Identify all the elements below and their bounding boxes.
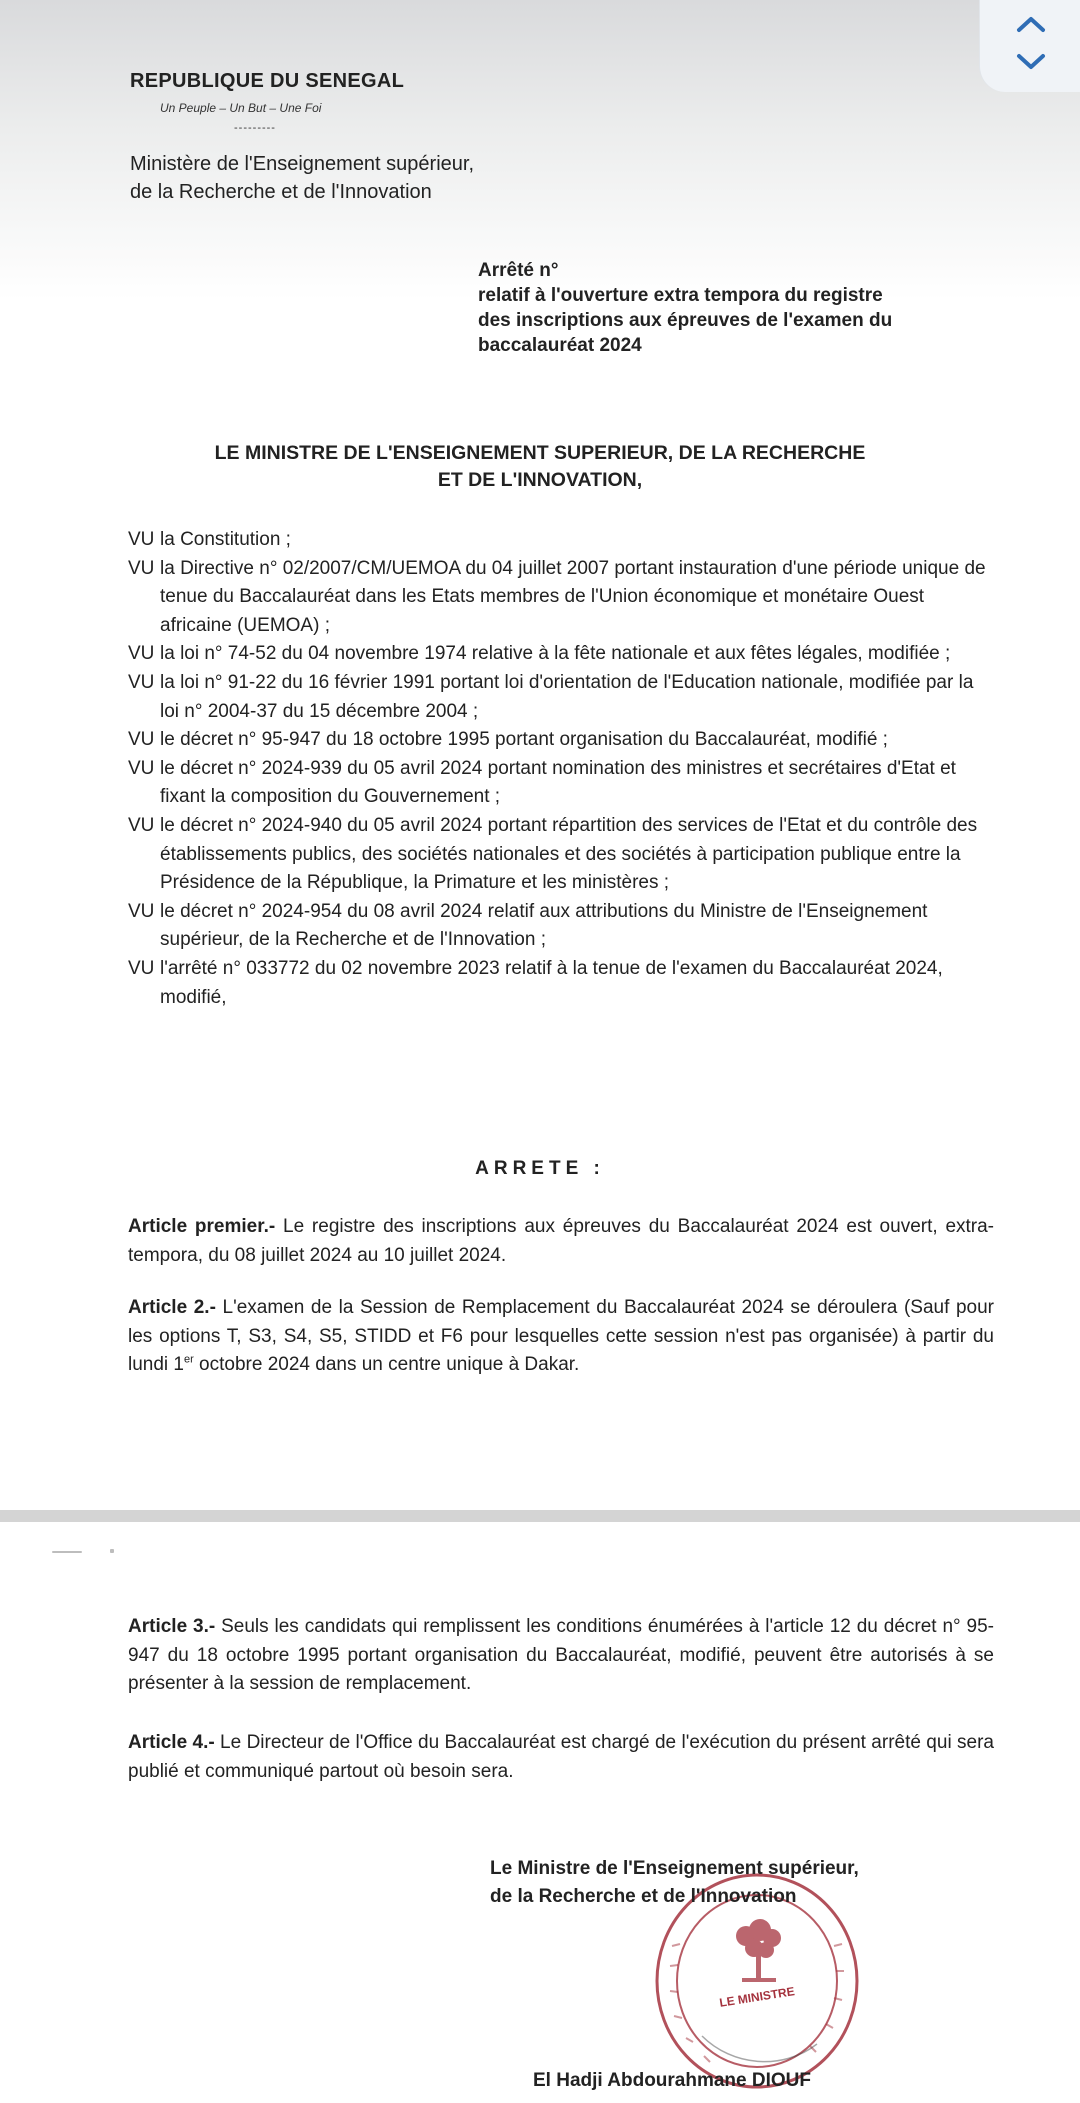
article-1-text: Le registre des inscriptions aux épreuves du Baccalauréat 2024 est ouvert, extra-tempora, du 08 juillet 2024 au 10 juillet 2024.	[128, 1216, 995, 1266]
minister-title-line-2: ET DE L'INNOVATION,	[437, 469, 643, 491]
republic-title: REPUBLIQUE DU SENEGAL	[130, 70, 405, 92]
scan-speck	[52, 1551, 82, 1553]
reference-item	[128, 555, 988, 641]
header-divider: ---------	[234, 122, 276, 134]
reference-item	[128, 812, 988, 898]
signatory-title	[490, 1855, 859, 1911]
vu-prefix: VU	[128, 900, 155, 922]
decree-heading	[478, 258, 892, 358]
article-1	[128, 1213, 994, 1270]
vu-prefix: VU	[128, 529, 155, 550]
reference-text: la Constitution ;	[160, 529, 291, 550]
reference-item	[128, 898, 988, 955]
article-1-label: Article premier.-	[128, 1216, 276, 1237]
article-4	[128, 1729, 994, 1786]
reference-text: la Directive n° 02/2007/CM/UEMOA du 04 juillet 2007 portant instauration d'une période unique de tenue du Baccalauréat dans les Etats membres de l'Union économique et monétaire Ouest africaine (UEMOA) ;	[160, 557, 986, 636]
reference-text: le décret n° 2024-939 du 05 avril 2024 portant nomination des ministres et secrétaires d'Etat et fixant la composition du Gouvernement ;	[160, 757, 956, 808]
signatory-title-line-1: Le Ministre de l'Enseignement supérieur,	[490, 1858, 859, 1879]
article-3	[128, 1613, 994, 1699]
reference-item	[128, 526, 988, 555]
stamp-label: LE MINISTRE	[718, 1984, 796, 2010]
reference-text: le décret n° 2024-954 du 08 avril 2024 relatif aux attributions du Ministre de l'Enseignement supérieur, de la Recherche et de l'Innovation ;	[160, 900, 928, 951]
article-2-label: Article 2.-	[128, 1297, 216, 1318]
national-motto: Un Peuple – Un But – Une Foi	[160, 101, 322, 115]
minister-title-line-1: LE MINISTRE DE L'ENSEIGNEMENT SUPERIEUR, DE LA RECHERCHE	[214, 442, 866, 464]
reference-text: la loi n° 91-22 du 16 février 1991 portant loi d'orientation de l'Education nationale, modifiée par la loi n° 2004-37 du 15 décembre 2004 ;	[160, 671, 974, 722]
article-2	[128, 1294, 994, 1380]
ordinal-suffix: er	[184, 1353, 194, 1366]
scan-speck	[110, 1549, 114, 1553]
legal-references	[128, 526, 988, 1012]
reference-text: la loi n° 74-52 du 04 novembre 1974 relative à la fête nationale et aux fêtes légales, modifiée ;	[160, 643, 951, 665]
article-4-label: Article 4.-	[128, 1732, 215, 1753]
vu-prefix: VU	[128, 729, 155, 751]
vu-prefix: VU	[128, 671, 155, 693]
page-separator	[0, 1510, 1080, 1522]
vu-prefix: VU	[128, 814, 155, 836]
vu-prefix: VU	[128, 957, 155, 979]
ministry-line-1: Ministère de l'Enseignement supérieur,	[130, 153, 475, 175]
reference-item	[128, 726, 988, 755]
vu-prefix: VU	[128, 757, 155, 779]
reference-text: le décret n° 2024-940 du 05 avril 2024 portant répartition des services de l'Etat et du contrôle des établissements publics, des sociétés nationales et des sociétés à participation publique entre la Présidence de la République, la Primature et les ministères ;	[160, 814, 978, 894]
scroll-up-button[interactable]	[1011, 8, 1051, 42]
article-2-text: L'examen de la Session de Remplacement du Baccalauréat 2024 se déroulera (Sauf pour les options T, S3, S4, S5, STIDD et F6 pour lesquelles cette session n'est pas organisée) à partir du lundi 1	[128, 1297, 994, 1376]
document-page-2	[0, 1522, 1080, 2103]
reference-item	[128, 955, 988, 1012]
reference-text: l'arrêté n° 033772 du 02 novembre 2023 relatif à la tenue de l'examen du Baccalauréat 2024, modifié,	[160, 957, 943, 1008]
ministry-name	[130, 150, 474, 206]
reference-item	[128, 755, 988, 812]
article-3-text: Seuls les candidats qui remplissent les conditions énumérées à l'article 12 du décret n° 95-947 du 18 octobre 1995 portant organisation du Baccalauréat, modifié, peuvent être autorisés à se présenter à la session de remplacement.	[128, 1616, 994, 1695]
ministry-line-2: de la Recherche et de l'Innovation	[130, 181, 432, 203]
signatory-title-line-2: de la Recherche et de l'Innovation	[490, 1886, 797, 1907]
vu-prefix: VU	[128, 557, 155, 579]
scroll-control	[979, 0, 1080, 92]
article-4-text: Le Directeur de l'Office du Baccalauréat est chargé de l'exécution du présent arrêté qui sera publié et communiqué partout où besoin sera.	[128, 1732, 994, 1782]
reference-item	[128, 669, 988, 726]
reference-text: le décret n° 95-947 du 18 octobre 1995 portant organisation du Baccalauréat, modifié ;	[160, 729, 888, 751]
reference-item	[128, 640, 988, 669]
vu-prefix: VU	[128, 643, 155, 665]
decree-subject-line-3: baccalauréat 2024	[478, 335, 642, 356]
chevron-up-icon	[1011, 8, 1051, 42]
signatory-name: El Hadji Abdourahmane DIOUF	[533, 2070, 811, 2091]
decree-subject-line-1: relatif à l'ouverture extra tempora du registre	[478, 285, 883, 306]
scroll-down-button[interactable]	[1011, 44, 1051, 78]
arrete-label: ARRETE :	[475, 1158, 605, 1179]
decree-number: Arrêté n°	[478, 260, 559, 281]
chevron-down-icon	[1011, 44, 1051, 78]
article-3-label: Article 3.-	[128, 1616, 216, 1637]
minister-title	[0, 440, 1080, 494]
decree-subject-line-2: des inscriptions aux épreuves de l'examen du	[478, 310, 893, 331]
article-2-text-end: octobre 2024 dans un centre unique à Dakar.	[193, 1354, 580, 1376]
